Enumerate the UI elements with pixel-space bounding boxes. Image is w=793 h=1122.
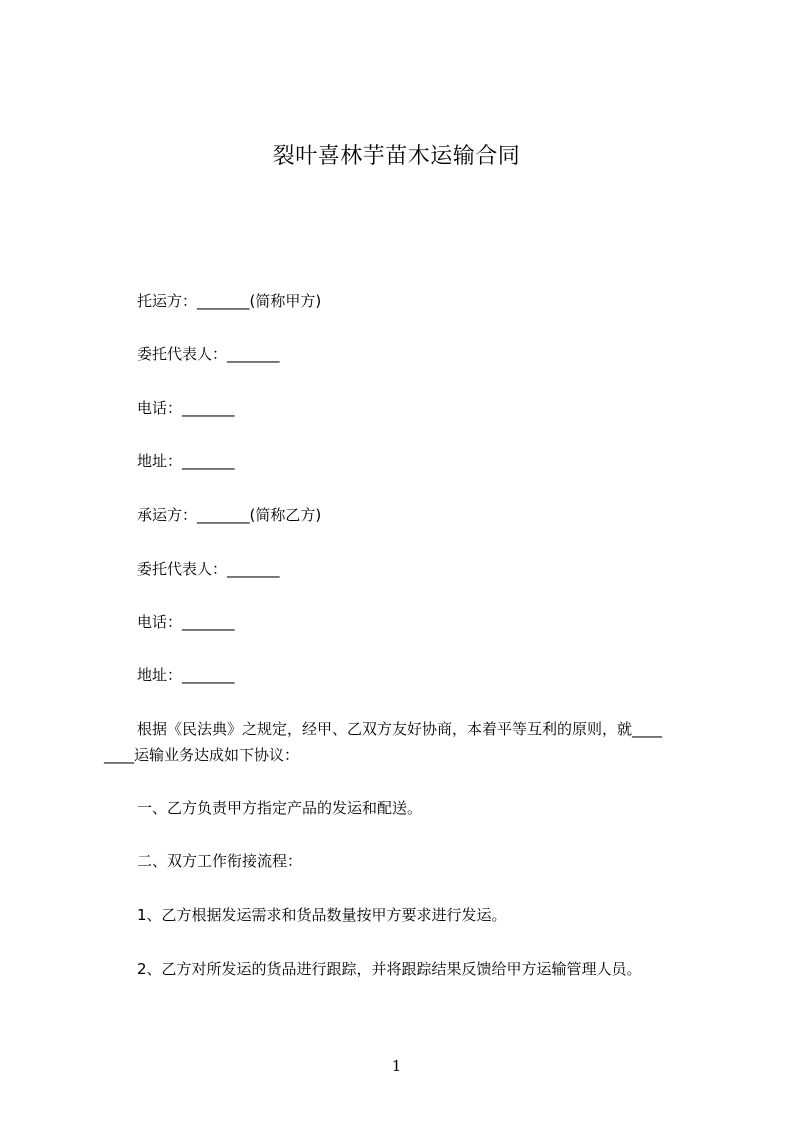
consignor-address-line: 地址：_______ bbox=[137, 452, 235, 470]
carrier-line: 承运方：_______(简称乙方) bbox=[137, 506, 322, 524]
preamble-line-1: 根据《民法典》之规定，经甲、乙双方友好协商，本着平等互利的原则，就____ bbox=[137, 720, 663, 738]
page-number: 1 bbox=[391, 1057, 402, 1075]
clause-1: 一、乙方负责甲方指定产品的发运和配送。 bbox=[137, 799, 423, 817]
clause-2-item-1: 1、乙方根据发运需求和货品数量按甲方要求进行发运。 bbox=[137, 906, 507, 924]
carrier-address-line: 地址：_______ bbox=[137, 666, 235, 684]
page-title: 裂叶喜林芋苗木运输合同 bbox=[272, 144, 521, 169]
carrier-phone-line: 电话：_______ bbox=[137, 613, 235, 631]
consignor-phone-line: 电话：_______ bbox=[137, 399, 235, 417]
consignor-representative-line: 委托代表人：_______ bbox=[137, 345, 280, 363]
preamble-line-2: ____运输业务达成如下协议： bbox=[104, 746, 300, 764]
clause-2: 二、双方工作衔接流程： bbox=[137, 852, 303, 870]
consignor-line: 托运方：_______(简称甲方) bbox=[137, 292, 322, 310]
carrier-representative-line: 委托代表人：_______ bbox=[137, 560, 280, 578]
clause-2-item-2: 2、乙方对所发运的货品进行跟踪，并将跟踪结果反馈给甲方运输管理人员。 bbox=[137, 960, 642, 978]
